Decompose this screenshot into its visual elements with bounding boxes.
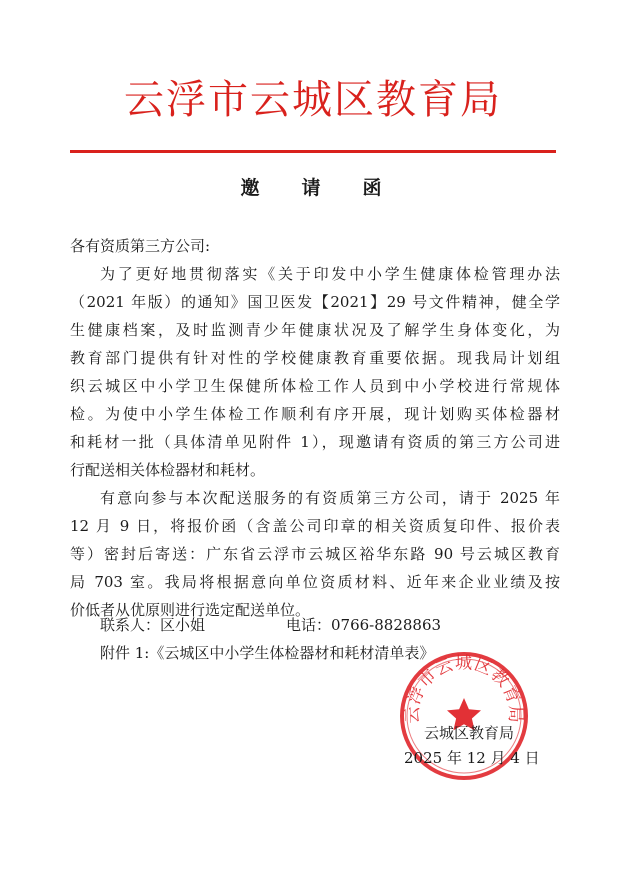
org-header-title: 云浮市云城区教育局 (124, 77, 502, 123)
paragraph-2-line: 12 月 9 日，将报价函（含盖公司印章的相关资质复印件、报价表 (70, 517, 560, 535)
paragraph-1-line: 生健康档案，及时监测青少年健康状况及了解学生身体变化，为 (70, 321, 560, 339)
paragraph-2-line: 局 703 室。我局将根据意向单位资质材料、近年来企业业绩及按 (70, 573, 560, 591)
svg-text:云浮市云城区教育局: 云浮市云城区教育局 (402, 653, 526, 724)
paragraph-1-line: 和耗材一批（具体清单见附件 1），现邀请有资质的第三方公司进 (70, 433, 560, 451)
salutation: 各有资质第三方公司: (70, 237, 211, 255)
paragraph-2 (70, 484, 560, 624)
paragraph-2-line: 有意向参与本次配送服务的有资质第三方公司，请于 2025 年 (100, 489, 560, 507)
signature-date: 2025 年 12 月 4 日 (404, 749, 540, 767)
contact-person: 联系人：区小姐 (100, 616, 206, 634)
contact-phone: 电话：0766-8828863 (286, 616, 442, 634)
paragraph-1-line: （2021 年版）的通知》国卫医发【2021】29 号文件精神，健全学 (70, 293, 560, 311)
paragraph-1-line: 检。为使中小学生体检工作顺利有序开展，现计划购买体检器材 (70, 405, 560, 423)
paragraph-2-line: 等）密封后寄送：广东省云浮市云城区裕华东路 90 号云城区教育 (70, 545, 560, 563)
header-divider (70, 150, 556, 153)
paragraph-1 (70, 260, 560, 484)
paragraph-1-line: 教育部门提供有针对性的学校健康教育重要依据。现我局计划组 (70, 349, 560, 367)
document-title: 邀请函 (240, 177, 424, 199)
paragraph-1-line: 行配送相关体检器材和耗材。 (70, 461, 266, 479)
contact-line (100, 611, 442, 639)
attachment-line: 附件 1:《云城区中小学生体检器材和耗材清单表》 (100, 644, 435, 662)
paragraph-2-line: 价低者从优原则进行选定配送单位。 (70, 601, 311, 619)
signature-organization: 云城区教育局 (424, 724, 515, 742)
paragraph-1-line: 为了更好地贯彻落实《关于印发中小学生健康体检管理办法 (100, 265, 560, 283)
paragraph-1-line: 织云城区中小学卫生保健所体检工作人员到中小学校进行常规体 (70, 377, 560, 395)
